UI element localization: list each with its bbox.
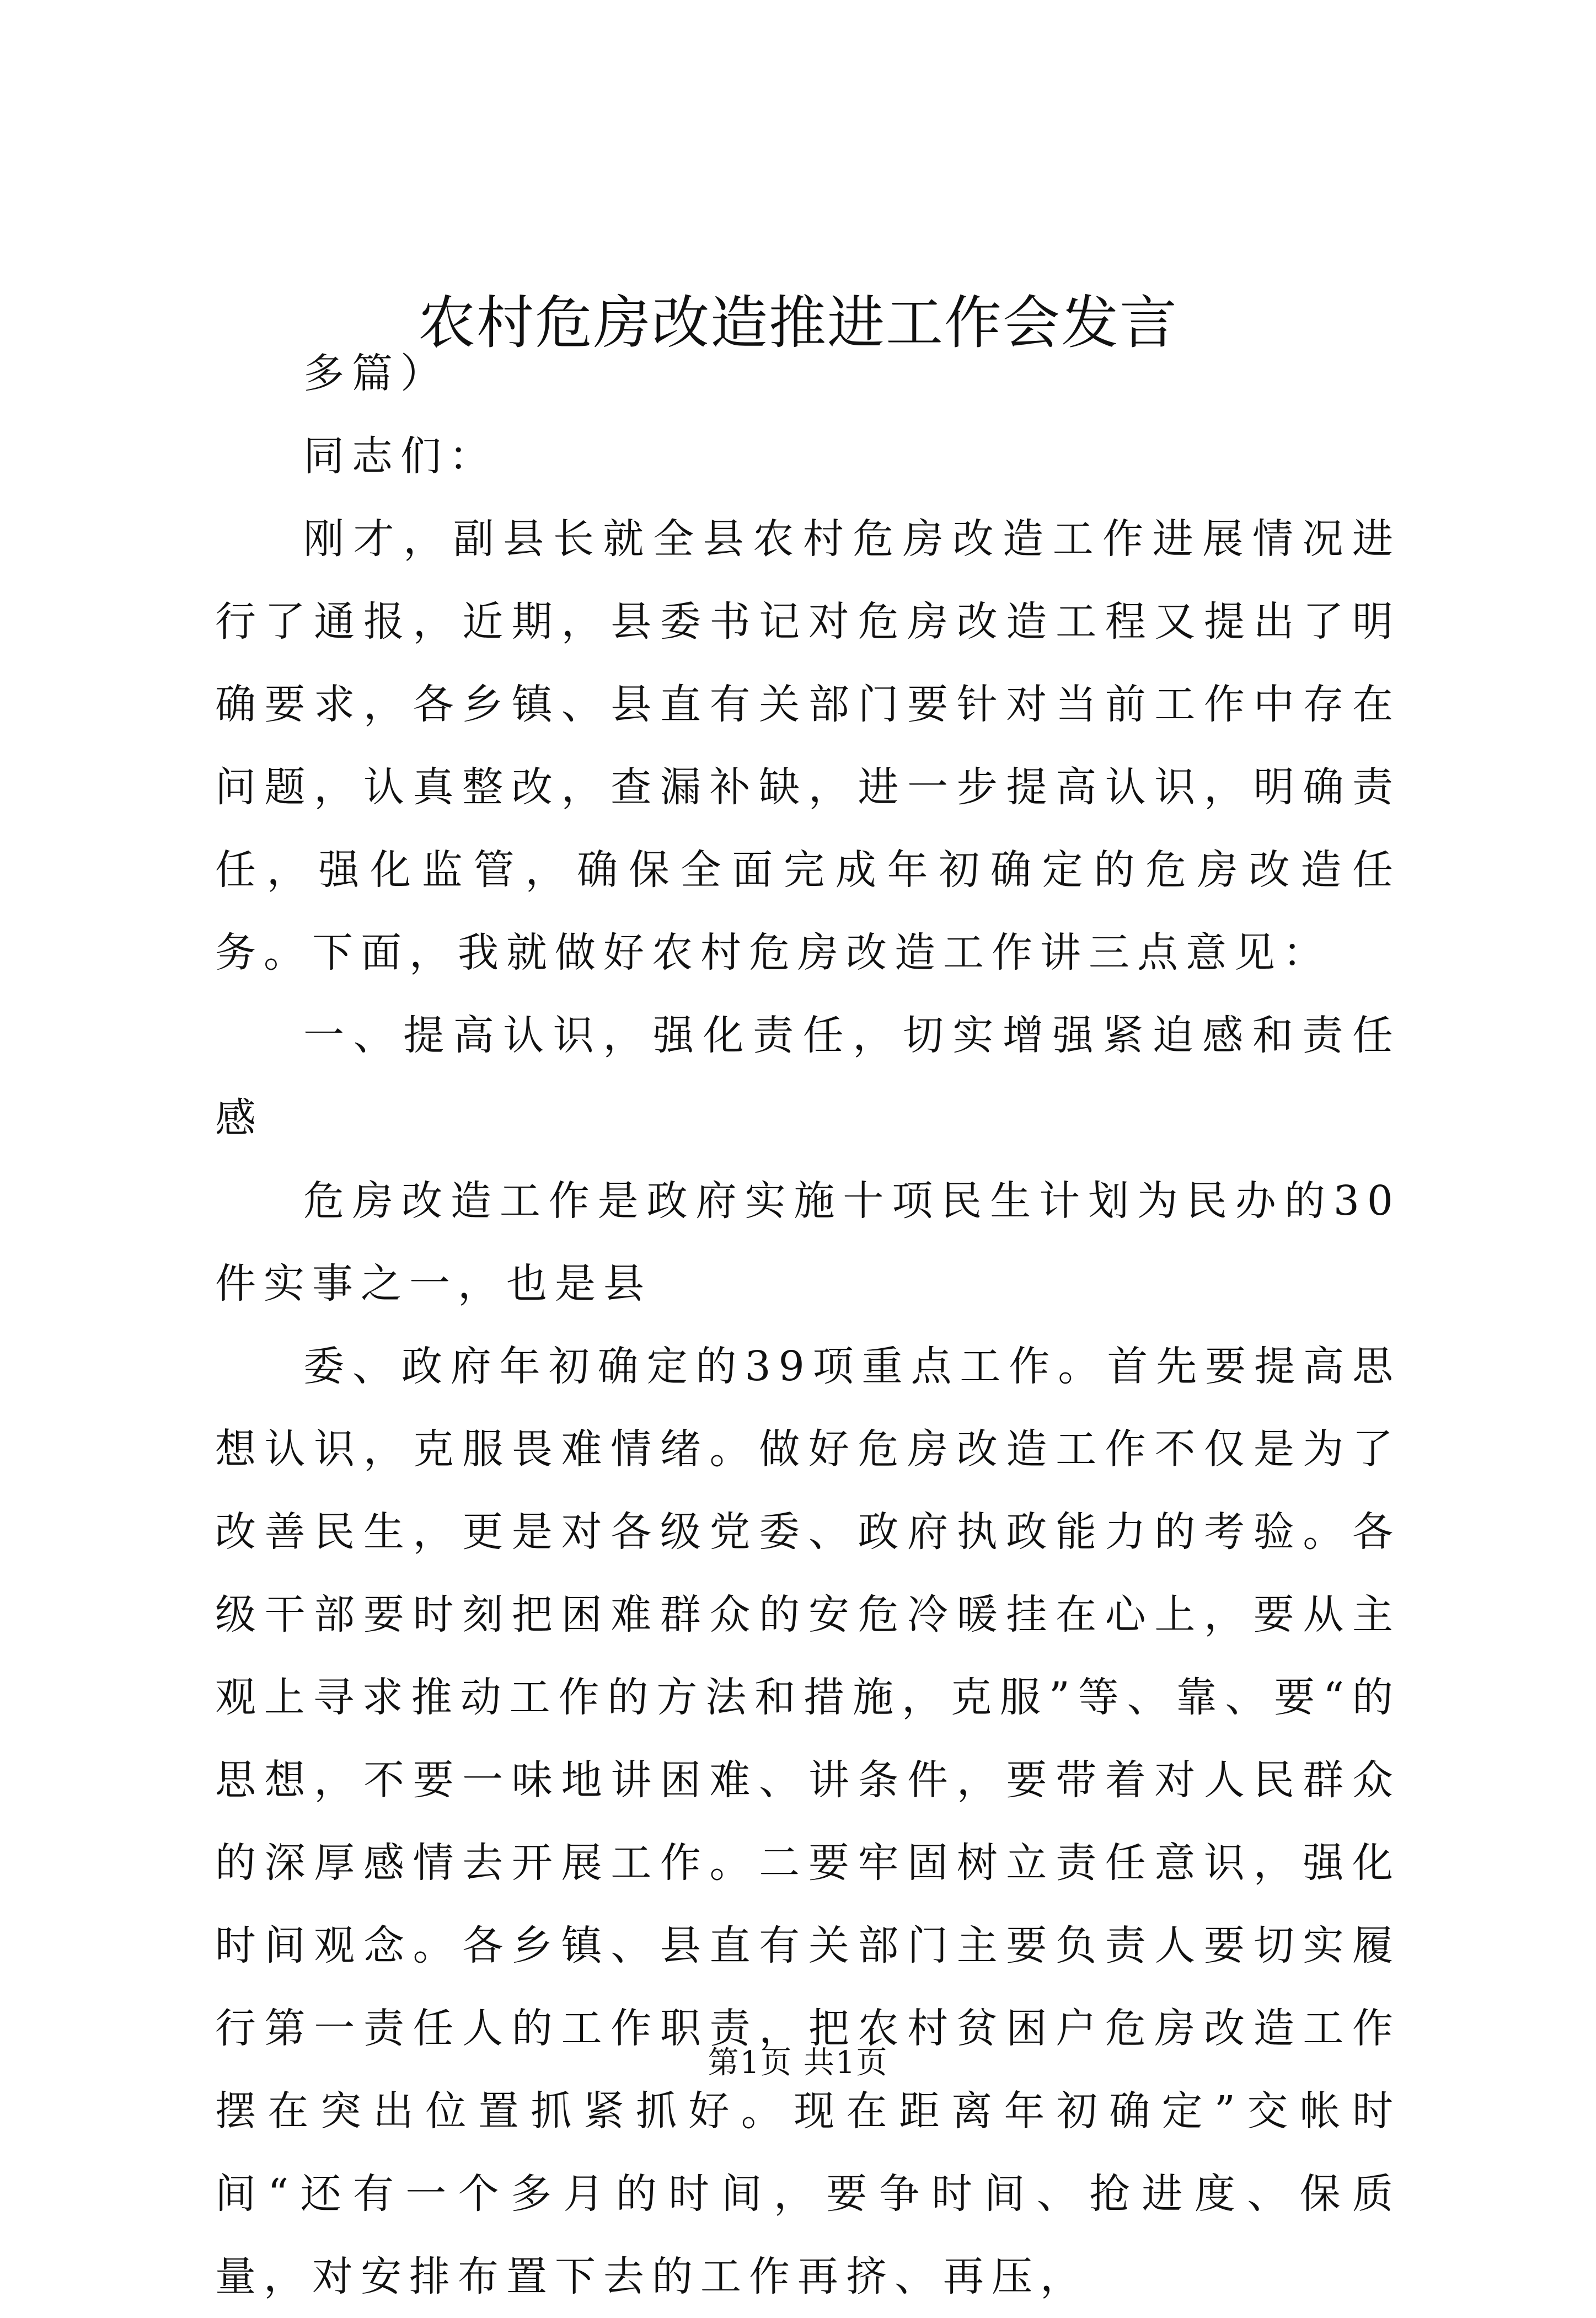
paragraph: 多篇） — [303, 350, 449, 397]
document-title: 农村危房改造推进工作会发言 — [417, 289, 1178, 356]
document-body — [215, 332, 1401, 2318]
section-heading: 一、提高认识，强化责任，切实增强紧迫感和责任感 — [215, 1012, 1401, 1142]
paragraph: 刚才，副县长就全县农村危房改造工作进展情况进行了通报，近期，县委书记对危房改造工程又提出了明确要求，各乡镇、县直有关部门要针对当前工作中存在问题，认真整改，查漏补缺，进一步提高认识，明确责任，强化监管，确保全面完成年初确定的危房改造任务。下面，我就做好农村危房改造工作讲三点意见： — [215, 515, 1401, 976]
page-number: 第1页 共1页 — [708, 2045, 888, 2081]
paragraph: 危房改造工作是政府实施十项民生计划为民办的30件实事之一，也是县 — [215, 1177, 1401, 1307]
greeting: 同志们： — [303, 432, 497, 480]
paragraph: 委、政府年初确定的39项重点工作。首先要提高思想认识，克服畏难情绪。做好危房改造工作不仅是为了改善民生，更是对各级党委、政府执政能力的考验。各级干部要时刻把困难群众的安危冷暖挂在心上，要从主观上寻求推动工作的方法和措施，克服”等、靠、要“的思想，不要一味地讲困难、讲条件，要带着对人民群众的深厚感情去开展工作。二要牢固树立责任意识，强化时间观念。各乡镇、县直有关部门主要负责人要切实履行第一责任人的工作职责，把农村贫困户危房改造工作摆在突出位置抓紧抓好。现在距离年初确定”交帐时间“还有一个多月的时间，要争时间、抢进度、保质量，对安排布置下去的工作再挤、再压， — [215, 1343, 1401, 2300]
